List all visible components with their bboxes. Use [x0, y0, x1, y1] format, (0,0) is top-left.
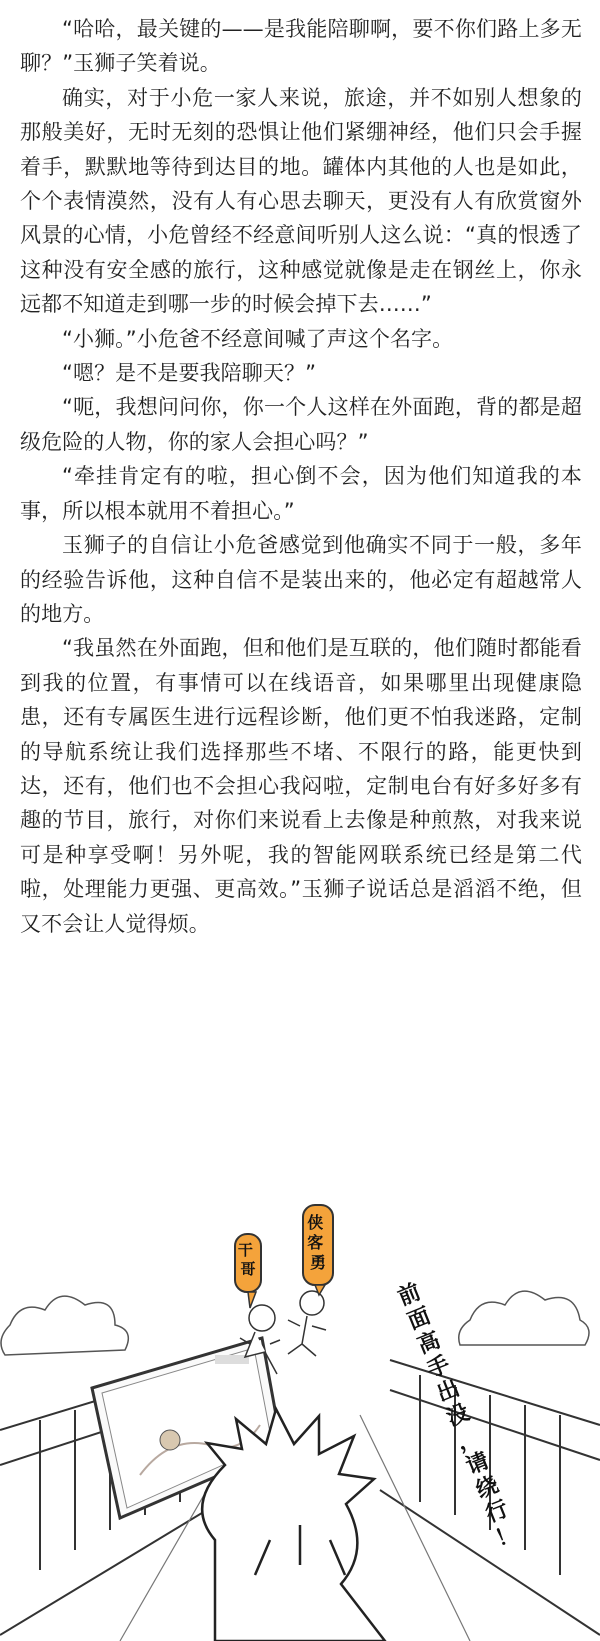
label-right-text: 侠 客 勇 [307, 1213, 327, 1272]
small-character-right [288, 1291, 326, 1356]
road-sign-glyph: 面 [404, 1303, 435, 1336]
paragraph: “呃，我想问问你，你一个人这样在外面跑，背的都是超级危险的人物，你的家人会担心吗？” [20, 395, 582, 454]
label-right-badge [303, 1205, 333, 1295]
road-sign-glyph: 请 [462, 1448, 493, 1480]
road-sign-glyph: 前 [394, 1279, 425, 1312]
paragraph: 确实，对于小危一家人来说，旅途，并不如别人想象的那般美好，无时无刻的恐惧让他们紧绷神经，他们只会手握着手，默默地等待到达目的地。罐体内其他的人也是如此，个个表情漠然，没有人有心思去聊天，更没有人有欣赏窗外风景的心情，小危曾经不经意间听别人这么说：“真的恨透了这种没有安全感的旅行，这种感觉就像是走在钢丝上，你永远都不知道走到哪一步的时候会掉下去……” [20, 85, 582, 317]
paragraph: 玉狮子的自信让小危爸感觉到他确实不同于一般，多年的经验告诉他，这种自信不是装出来的，他必定有超越常人的地方。 [20, 533, 582, 626]
paragraph: “我虽然在外面跑，但和他们是互联的，他们随时都能看到我的位置，有事情可以在线语音，如果哪里出现健康隐患，还有专属医生进行远程诊断，他们更不怕我迷路，定制的导航系统让我们选择那些不堵、不限行的路，能更快到达，还有，他们也不会担心我闷啦，定制电台有好多好多有趣的节目，旅行，对你们来说看上去像是种煎熬，对我来说可是种享受啊！另外呢，我的智能网联系统已经是第二代啦，处理能力更强、更高效。”玉狮子说话总是滔滔不绝，但又不会让人觉得烦。 [20, 636, 582, 936]
cloud-right-icon [459, 1291, 589, 1345]
label-left-text: 干 哥 [237, 1241, 256, 1278]
cloud-left-icon [1, 1296, 128, 1355]
comic-illustration [0, 1213, 600, 1641]
road-sign-glyph: ！ [491, 1520, 522, 1553]
paragraph: “嗯？是不是要我陪聊天？” [62, 361, 317, 386]
road-sign-glyph: ， [453, 1424, 483, 1456]
paragraph: “小狮。”小危爸不经意间喊了声这个名字。 [62, 326, 454, 351]
paragraph: “牵挂肯定有的啦，担心倒不会，因为他们知道我的本事，所以根本就用不着担心。” [20, 464, 582, 523]
label-left-badge [235, 1234, 261, 1308]
article-body [20, 12, 582, 941]
road-sign-glyph: 高 [414, 1327, 444, 1360]
road-sign-glyph: 手 [423, 1351, 454, 1384]
road-sign-glyph: 没 [443, 1400, 474, 1432]
road-sign-glyph: 行 [482, 1496, 513, 1528]
road-sign-glyph: 绕 [472, 1472, 503, 1504]
road-sign-glyph: 出 [433, 1376, 464, 1408]
paragraph: “哈哈，最关键的——是我能陪聊啊，要不你们路上多无聊？”玉狮子笑着说。 [20, 17, 582, 76]
